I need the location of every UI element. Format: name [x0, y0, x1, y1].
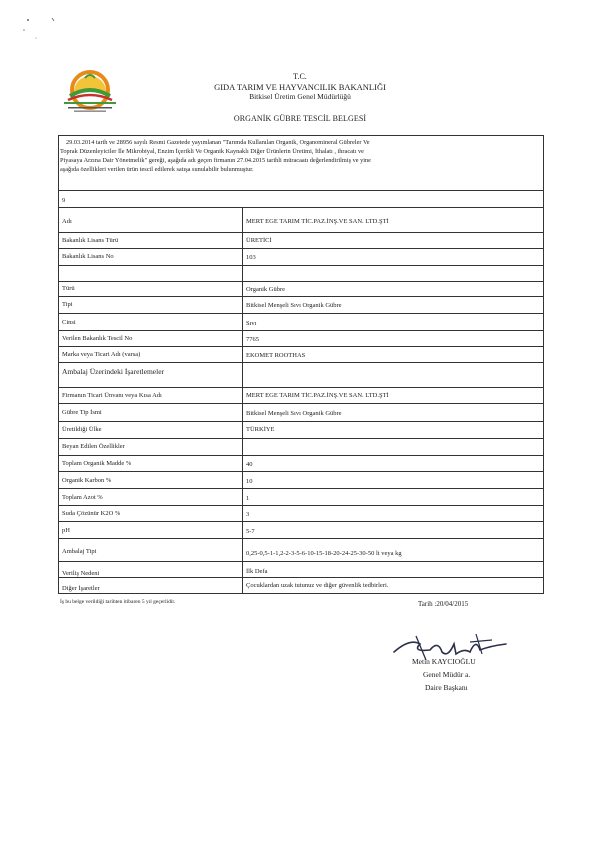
fertilizer-type-value: Bitkisel Menşeli Sıvı Organik Gübre	[246, 410, 342, 417]
tc-label: T.C.	[293, 72, 307, 81]
table-rule	[58, 577, 544, 578]
table-rule	[58, 232, 544, 233]
table-rule	[58, 281, 544, 282]
package-type-label: Ambalaj Tipi	[62, 548, 97, 555]
license-type-value: ÜRETİCİ	[246, 237, 272, 244]
product-kind-value: Bitkisel Menşeli Sıvı Organik Gübre	[246, 302, 342, 309]
fertilizer-type-label: Gübre Tip İsmi	[62, 409, 102, 416]
department-name: Bitkisel Üretim Genel Müdürlüğü	[249, 92, 351, 101]
signatory-title: Daire Başkanı	[425, 683, 468, 692]
other-markings-value: Çocuklardan uzak tutunuz ve diğer güvenlik tedbirleri.	[246, 582, 389, 589]
table-rule	[58, 488, 544, 489]
table-rule	[58, 330, 544, 331]
table-rule	[58, 438, 544, 439]
packaging-firm-label: Firmanın Ticari Ünvanı veya Kısa Adı	[62, 392, 162, 399]
product-form-label: Cinsi	[62, 319, 76, 326]
scan-marks	[22, 14, 82, 46]
table-rule	[58, 561, 544, 562]
product-type-value: Organik Gübre	[246, 286, 286, 293]
table-rule	[58, 471, 544, 472]
product-type-label: Türü	[62, 285, 75, 292]
total-nitrogen-value: 1	[246, 495, 250, 502]
table-rule	[58, 505, 544, 506]
document-title: ORGANİK GÜBRE TESCİL BELGESİ	[233, 114, 367, 123]
ph-label: pH	[62, 527, 70, 534]
issue-date: Tarih :20/04/2015	[418, 600, 469, 608]
table-rule	[58, 421, 544, 422]
issue-reason-label: Veriliş Nedeni	[62, 570, 100, 577]
license-no-value: 103	[246, 254, 256, 261]
registration-no-label: Verilen Bakanlık Tescil No	[62, 335, 133, 342]
issue-reason-value: İlk Defa	[246, 568, 268, 575]
certificate-frame	[58, 135, 544, 594]
license-no-label: Bakanlık Lisans No	[62, 253, 114, 260]
table-rule	[58, 538, 544, 539]
organic-matter-label: Toplam Organik Madde %	[62, 460, 132, 467]
ministry-name: GIDA TARIM VE HAYVANCILIK BAKANLIĞI	[214, 82, 386, 92]
packaging-section-title: Ambalaj Üzerindeki İşaretlemeler	[62, 367, 165, 376]
table-rule	[58, 190, 544, 191]
organic-matter-value: 40	[246, 461, 253, 468]
table-rule	[58, 207, 544, 208]
column-divider	[242, 207, 243, 594]
intro-line: Toprak Düzenleyiciler İle Mikrobiyal, Enzim İçerikli Ve Organik Kaynaklı Diğer Ürünlerin Üretimi, İthalatı , ihracatı ve	[60, 148, 364, 155]
license-type-label: Bakanlık Lisans Türü	[62, 237, 119, 244]
intro-line: 29.03.2014 tarih ve 28956 sayılı Resmi Gazetede yayımlanan "Tarımda Kullanılan Organik, Organomineral Gübreler Ve	[66, 139, 370, 146]
ministry-logo	[52, 68, 128, 114]
k2o-value: 3	[246, 511, 250, 518]
declared-properties-label: Beyan Edilen Özellikler	[62, 443, 125, 450]
ph-value: 5-7	[246, 528, 255, 535]
table-rule	[58, 265, 544, 266]
organic-carbon-label: Organik Karbon %	[62, 477, 112, 484]
origin-country-value: TÜRKİYE	[246, 426, 275, 433]
brand-label: Marka veya Ticari Adı (varsa)	[62, 351, 141, 358]
product-form-value: Sıvı	[246, 320, 257, 327]
total-nitrogen-label: Toplam Azot %	[62, 494, 103, 501]
k2o-label: Suda Çözünür K2O %	[62, 510, 121, 517]
origin-country-label: Üretildiği Ülke	[62, 426, 102, 433]
table-rule	[58, 521, 544, 522]
registration-no-value: 7765	[246, 336, 259, 343]
validity-note: İş bu belge verildiği tarihten itibaren 5 yıl geçerlidir.	[60, 599, 176, 605]
table-rule	[58, 387, 544, 388]
table-rule	[58, 346, 544, 347]
firm-name-value: MERT EGE TARIM TİC.PAZ.İNŞ.VE SAN. LTD.ŞTİ	[246, 218, 389, 225]
table-rule	[58, 455, 544, 456]
table-rule	[58, 296, 544, 297]
intro-line: Piyasaya Arzına Dair Yönetmelik" gereği, aşağıda adı geçen firmanın 27.04.2015 tarihli müracaatı değerlendirilmiş ve yine	[60, 157, 371, 164]
table-rule	[58, 248, 544, 249]
organic-carbon-value: 10	[246, 478, 253, 485]
intro-line: aşağıda özellikleri verilen ürün tescil edilerek satışa sunulabilir bulunmuştur.	[60, 166, 254, 173]
table-rule	[58, 362, 544, 363]
brand-value: EKOMET ROOTHAS	[246, 352, 306, 359]
product-kind-label: Tipi	[62, 301, 73, 308]
package-type-value: 0,25-0,5-1-1,2-2-3-5-6-10-15-18-20-24-25-30-50 lt veya kg	[246, 550, 402, 557]
table-rule	[58, 403, 544, 404]
record-number: 9	[62, 197, 66, 204]
table-rule	[58, 313, 544, 314]
other-markings-label: Diğer İşaretler	[62, 585, 100, 592]
firm-name-label: Adı	[62, 218, 72, 225]
packaging-firm-value: MERT EGE TARIM TİC.PAZ.İNŞ.VE SAN. LTD.ŞTİ	[246, 392, 389, 399]
document-header	[130, 72, 470, 102]
signatory-title: Genel Müdür a.	[423, 670, 471, 679]
intro-paragraph	[60, 138, 540, 174]
signatory-name: Metin KAYCIOĞLU	[412, 657, 476, 666]
